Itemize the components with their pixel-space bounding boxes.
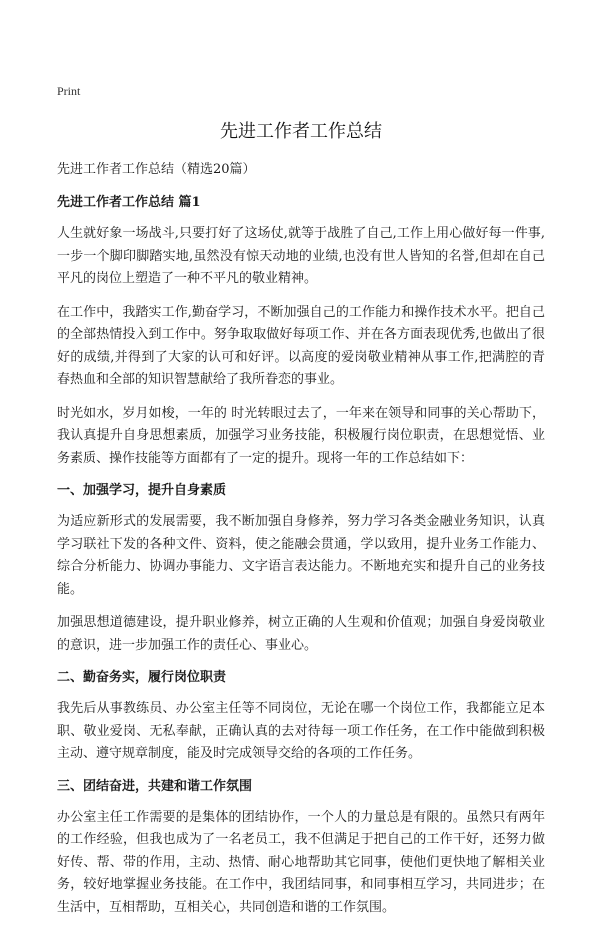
- article-heading: 先进工作者工作总结 篇1: [57, 195, 201, 210]
- section-study-paragraph-1: 为适应新形式的发展需要，我不断加强自身修养，努力学习各类金融业务知识，认真学习联社下发的各种文件、资料，使之能融会贯通，学以致用，提升业务工作能力、综合分析能力、协调办事能力、文字语言表达能力。不断地充实和提升自己的业务技能。: [57, 514, 545, 597]
- section-heading-duty: 二、勤奋务实，履行岗位职责: [57, 670, 227, 685]
- section-heading-study: 一、加强学习，提升自身素质: [57, 483, 227, 498]
- section-study-paragraph-2: 加强思想道德建设，提升职业修养，树立正确的人生观和价值观；加强自身爱岗敬业的意识，进一步加强工作的责任心、事业心。: [57, 615, 545, 653]
- intro-paragraph-1: 人生就好象一场战斗,只要打好了这场仗,就等于战胜了自己,工作上用心做好每一件事,一步一个脚印脚踏实地,虽然没有惊天动地的业绩,也没有世人皆知的名誉,但却在自己平凡的岗位上塑造了一种不平凡的敬业精神。: [57, 226, 545, 286]
- section-duty-paragraph-1: 我先后从事教练员、办公室主任等不同岗位，无论在哪一个岗位工作，我都能立足本职、敬业爱岗、无私奉献，正确认真的去对待每一项工作任务，在工作中能做到积极主动、遵守规章制度，能及时完成领导交给的各项的工作任务。: [57, 701, 545, 761]
- intro-paragraph-2: 在工作中，我踏实工作,勤奋学习，不断加强自己的工作能力和操作技术水平。把自己的全部热情投入到工作中。努争取取做好每项工作、并在各方面表现优秀,也做出了很好的成绩,并得到了大家的认可和好评。以高度的爱岗敬业精神从事工作,把满腔的青春热血和全部的知识智慧献给了我所眷恋的事业。: [57, 304, 545, 387]
- intro-paragraph-3: 时光如水，岁月如梭，一年的 时光转眼过去了，一年来在领导和同事的关心帮助下，我认真提升自身思想素质，加强学习业务技能，积极履行岗位职责，在思想觉悟、业务素质、操作技能等方面都有了一定的提升。现将一年的工作总结如下：: [57, 405, 545, 466]
- print-label: Print: [57, 84, 81, 98]
- document-page: [57, 84, 545, 930]
- document-subtitle: 先进工作者工作总结（精选20篇）: [57, 162, 256, 177]
- document-title: 先进工作者工作总结: [220, 121, 382, 142]
- section-teamwork-paragraph-1: 办公室主任工作需要的是集体的团结协作，一个人的力量总是有限的。虽然只有两年的工作经验，但我也成为了一名老员工，我不但满足于把自己的工作干好，还努力做好传、帮、带的作用，主动、热情、耐心地帮助其它同事，使他们更快地了解相关业务，较好地掌握业务技能。在工作中，我团结同事，和同事相互学习，共同进步；在生活中，互相帮助，互相关心，共同创造和谐的工作氛围。: [57, 809, 545, 915]
- section-heading-teamwork: 三、团结奋进，共建和谐工作氛围: [57, 778, 253, 794]
